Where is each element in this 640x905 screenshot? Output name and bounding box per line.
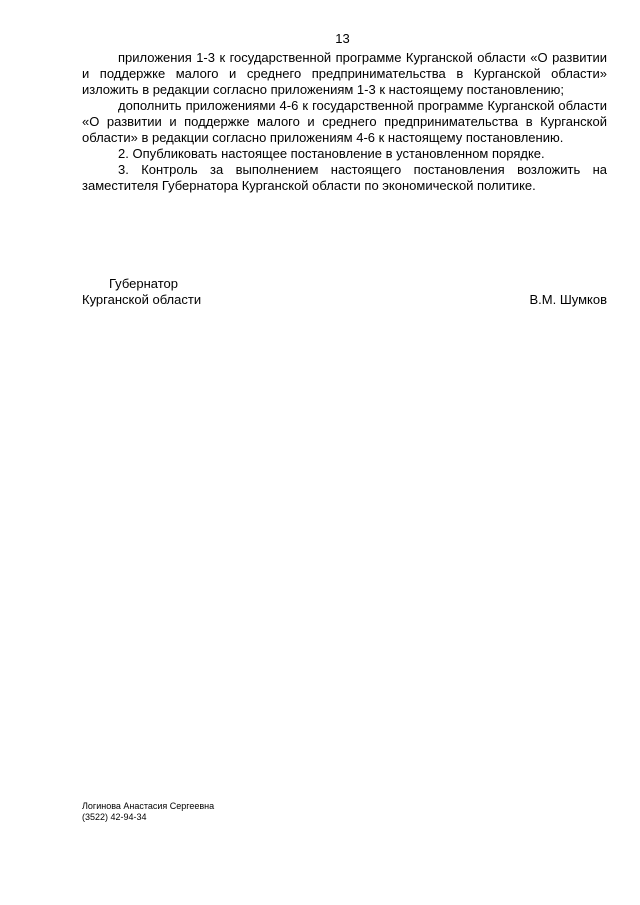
executor-footer: [82, 801, 214, 823]
signatory-title-line1: Губернатор: [109, 276, 178, 291]
paragraph-appendices-1-3: приложения 1-3 к государственной программе Курганской области «О развитии и поддержке малого и среднего предпринимательства в Курганской области» изложить в редакции согласно приложениям 1-3 к настоящему постановлению;: [82, 50, 607, 97]
executor-phone: (3522) 42-94-34: [82, 812, 147, 822]
document-body: [82, 50, 607, 194]
signatory-title-line2: Курганской области: [82, 292, 202, 307]
paragraph-appendices-4-6: дополнить приложениями 4-6 к государственной программе Курганской области «О развитии и поддержке малого и среднего предпринимательства в Курганской области» в редакции согласно приложениям 4-6 к настоящему постановлению.: [82, 98, 607, 145]
signature-block: [82, 276, 607, 316]
paragraph-control: 3. Контроль за выполнением настоящего постановления возложить на заместителя Губернатора Курганской области по экономической политике.: [82, 162, 607, 193]
signatory-name: В.М. Шумков: [529, 292, 607, 307]
page-number: 13: [335, 31, 350, 46]
paragraph-publish: 2. Опубликовать настоящее постановление в установленном порядке.: [118, 146, 545, 161]
executor-name: Логинова Анастасия Сергеевна: [82, 801, 215, 811]
